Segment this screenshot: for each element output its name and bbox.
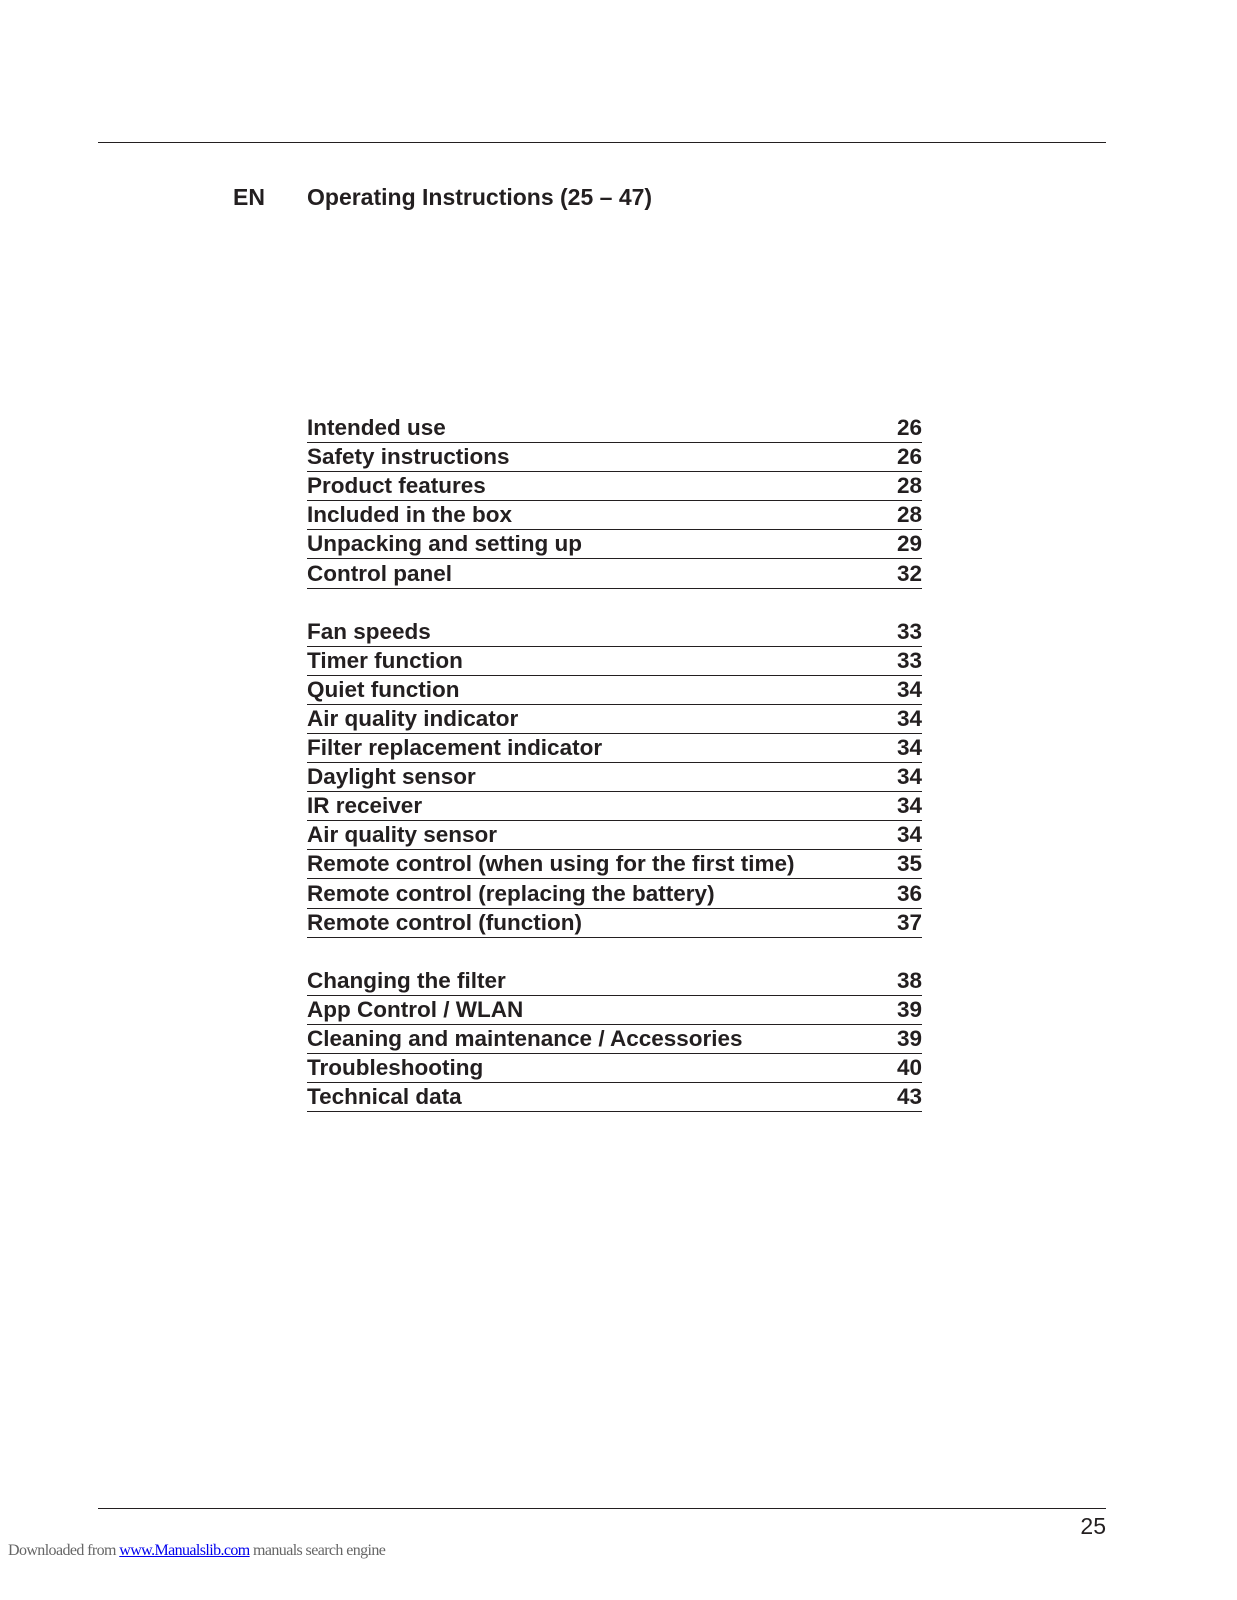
toc-entry-title: Timer function [307,647,463,673]
toc-entry-page: 28 [896,473,922,499]
toc-entry-page: 26 [896,444,922,470]
page-title: Operating Instructions (25 – 47) [307,184,653,210]
toc-entry-title: Changing the filter [307,967,506,993]
toc-entry-title: Unpacking and setting up [307,531,583,557]
toc-entry-title: App Control / WLAN [307,996,524,1022]
toc-entry[interactable] [307,1025,922,1054]
toc-entry[interactable] [307,734,922,763]
table-of-contents [307,414,922,1112]
toc-entry[interactable] [307,850,922,879]
toc-entry-title: Included in the box [307,502,513,528]
toc-entry-title: Remote control (function) [307,909,582,935]
toc-entry-title: Troubleshooting [307,1054,484,1080]
toc-entry-title: Quiet function [307,676,460,702]
toc-entry-page: 33 [896,647,922,673]
toc-entry-page: 26 [896,415,922,441]
language-code: EN [233,184,265,210]
toc-entry[interactable] [307,443,922,472]
toc-entry[interactable] [307,821,922,850]
toc-entry-title: IR receiver [307,793,423,819]
toc-entry[interactable] [307,472,922,501]
toc-entry-title: Control panel [307,560,452,586]
toc-entry[interactable] [307,501,922,530]
toc-entry-title: Product features [307,473,486,499]
toc-entry[interactable] [307,792,922,821]
toc-entry[interactable] [307,559,922,588]
toc-entry-title: Safety instructions [307,444,510,470]
toc-entry[interactable] [307,705,922,734]
toc-entry[interactable] [307,1083,922,1112]
bottom-rule [98,1508,1106,1509]
toc-entry-page: 34 [896,735,922,761]
toc-entry-page: 39 [896,1025,922,1051]
toc-entry-page: 38 [896,967,922,993]
toc-entry-page: 37 [896,909,922,935]
toc-entry-page: 34 [896,822,922,848]
toc-entry-page: 28 [896,502,922,528]
toc-entry-page: 35 [896,851,922,877]
toc-entry[interactable] [307,967,922,996]
toc-group [307,414,922,589]
footer-suffix: manuals search engine [249,1542,386,1559]
toc-entry[interactable] [307,414,922,443]
page-number: 25 [1080,1513,1106,1539]
toc-entry-title: Technical data [307,1084,462,1110]
toc-entry[interactable] [307,676,922,705]
toc-entry[interactable] [307,647,922,676]
toc-entry-title: Cleaning and maintenance / Accessories [307,1025,743,1051]
footer [8,1541,385,1561]
toc-entry-title: Daylight sensor [307,764,476,790]
toc-entry-title: Fan speeds [307,618,431,644]
toc-entry[interactable] [307,879,922,908]
toc-entry-page: 36 [896,880,922,906]
toc-entry-page: 34 [896,705,922,731]
toc-entry[interactable] [307,530,922,559]
toc-group [307,618,922,938]
toc-entry-page: 29 [896,531,922,557]
toc-entry[interactable] [307,763,922,792]
toc-group [307,967,922,1112]
toc-entry-page: 34 [896,793,922,819]
toc-entry[interactable] [307,996,922,1025]
toc-entry-title: Remote control (replacing the battery) [307,880,715,906]
toc-entry-title: Intended use [307,415,446,441]
toc-entry-page: 43 [896,1084,922,1110]
toc-entry-title: Remote control (when using for the first time) [307,851,795,877]
toc-entry[interactable] [307,909,922,938]
toc-entry-page: 33 [896,618,922,644]
toc-entry-page: 40 [896,1054,922,1080]
toc-entry-page: 32 [896,560,922,586]
footer-prefix: Downloaded from [8,1542,120,1559]
toc-entry-page: 34 [896,676,922,702]
toc-entry-page: 34 [896,764,922,790]
toc-entry-title: Filter replacement indicator [307,735,603,761]
toc-entry[interactable] [307,618,922,647]
toc-entry[interactable] [307,1054,922,1083]
toc-entry-page: 39 [896,996,922,1022]
toc-entry-title: Air quality indicator [307,705,519,731]
manualslib-link[interactable]: www.Manualslib.com [119,1542,250,1559]
top-rule [98,142,1106,143]
toc-entry-title: Air quality sensor [307,822,498,848]
